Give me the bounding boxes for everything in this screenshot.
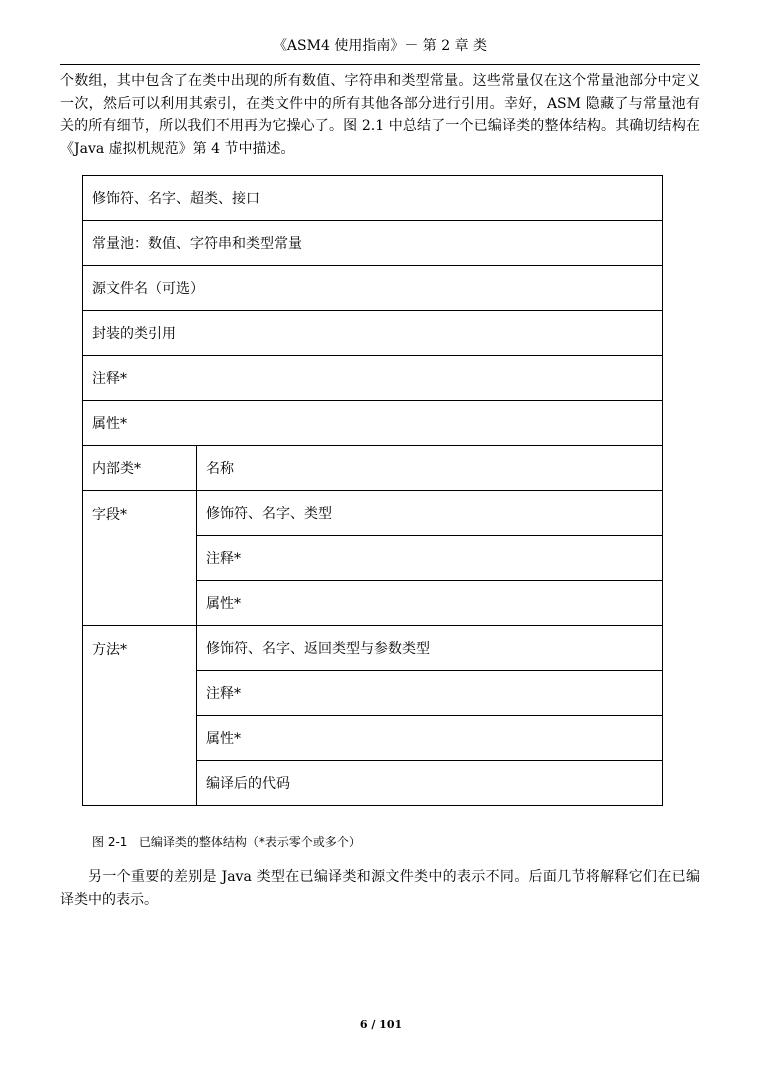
- table-cell: 注释*: [83, 356, 663, 401]
- group-label-methods: 方法*: [83, 626, 197, 806]
- table-cell: 源文件名（可选）: [83, 266, 663, 311]
- intro-paragraph: 个数组，其中包含了在类中出现的所有数值、字符串和类型常量。这些常量仅在这个常量池部分中定义一次，然后可以利用其索引，在类文件中的所有其他各部分进行引用。幸好，ASM 隐藏了与常量池有关的所有细节，所以我们不用再为它操心了。图 2.1 中总结了一个已编译类的整体结构。其确切结构在《Java 虚拟机规范》第 4 节中描述。: [60, 73, 700, 157]
- table-row: [83, 311, 663, 356]
- table-row: [83, 221, 663, 266]
- header-rule: [60, 64, 700, 65]
- group-label-inner-classes: 内部类*: [83, 446, 197, 491]
- table-cell: 属性*: [197, 716, 663, 761]
- table-cell: 常量池：数值、字符串和类型常量: [83, 221, 663, 266]
- table-row: [83, 401, 663, 446]
- table-cell: 属性*: [83, 401, 663, 446]
- table-cell: 名称: [197, 446, 663, 491]
- table-cell: 编译后的代码: [197, 761, 663, 806]
- closing-paragraph: 另一个重要的差别是 Java 类型在已编译类和源文件类中的表示不同。后面几节将解释它们在已编译类中的表示。: [60, 869, 700, 908]
- table-cell: 修饰符、名字、类型: [197, 491, 663, 536]
- table-row: [83, 626, 663, 671]
- table-row: [83, 356, 663, 401]
- table-cell: 注释*: [197, 536, 663, 581]
- class-structure-table: [82, 175, 663, 806]
- table-cell: 封装的类引用: [83, 311, 663, 356]
- table-cell: 注释*: [197, 671, 663, 716]
- page-number: 6 / 101: [359, 1018, 403, 1031]
- table-cell: 修饰符、名字、返回类型与参数类型: [197, 626, 663, 671]
- table-row: [83, 491, 663, 536]
- table-cell: 属性*: [197, 581, 663, 626]
- page-header: 《ASM4 使用指南》－ 第 2 章 类: [272, 38, 488, 54]
- table-row: [83, 176, 663, 221]
- table-row: [83, 266, 663, 311]
- table-cell: 修饰符、名字、超类、接口: [83, 176, 663, 221]
- group-label-fields: 字段*: [83, 491, 197, 626]
- table-row: [83, 446, 663, 491]
- figure-caption: 图 2-1 已编译类的整体结构（*表示零个或多个）: [92, 835, 361, 849]
